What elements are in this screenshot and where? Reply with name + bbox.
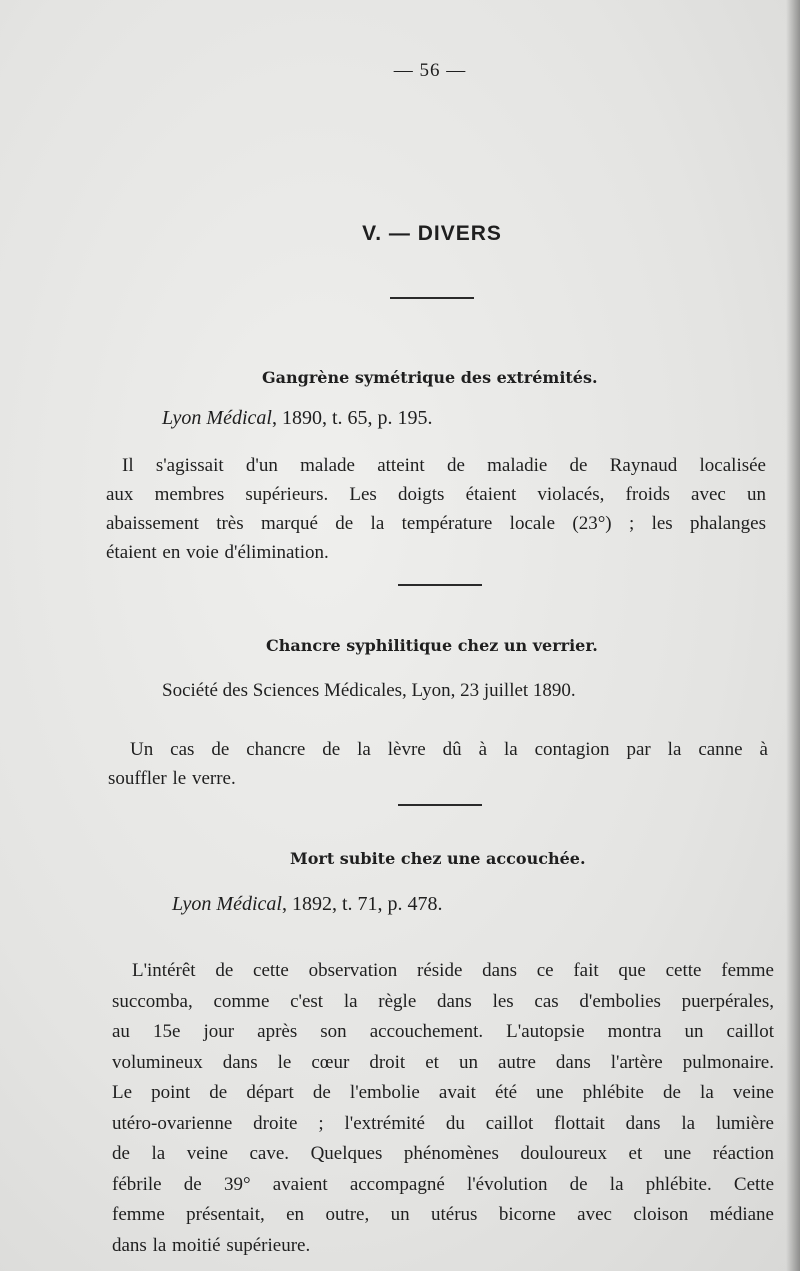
- source-journal: Lyon Médical: [172, 893, 282, 915]
- body-line: L'intérêt de cette observation réside dans ce fait que cette femme: [132, 960, 774, 981]
- source-journal: Lyon Médical: [162, 407, 272, 429]
- source-details: , 1890, t. 65, p. 195.: [271, 407, 433, 429]
- body-line: souffler le verre.: [108, 768, 236, 789]
- body-line: succomba, comme c'est la règle dans les cas d'embolies puerpérales,: [112, 990, 774, 1012]
- article-divider: [398, 584, 482, 586]
- body-line: étaient en voie d'élimination.: [106, 542, 329, 563]
- article-body: [112, 956, 774, 1261]
- body-line: Il s'agissait d'un malade atteint de maladie de Raynaud localisée: [122, 455, 766, 476]
- body-line: femme présentait, en outre, un utérus bicorne avec cloison médiane: [112, 1204, 774, 1225]
- body-line: Un cas de chancre de la lèvre dû à la contagion par la canne à: [130, 739, 768, 760]
- body-line: Le point de départ de l'embolie avait été une phlébite de la veine: [112, 1082, 774, 1103]
- body-line: de la veine cave. Quelques phénomènes douloureux et une réaction: [112, 1143, 774, 1164]
- article-source: [172, 893, 443, 916]
- section-divider: [390, 297, 474, 299]
- body-line: fébrile de 39° avaient accompagné l'évolution de la phlébite. Cette: [112, 1173, 774, 1195]
- page-number: — 56 —: [393, 60, 467, 81]
- section-title: V. — DIVERS: [362, 222, 502, 245]
- body-line: volumineux dans le cœur droit et un autre dans l'artère pulmonaire.: [112, 1051, 774, 1073]
- page-edge-shadow: [786, 0, 800, 1271]
- body-line: utéro-ovarienne droite ; l'extrémité du caillot flottait dans la lumière: [112, 1112, 774, 1134]
- body-line: dans la moitié supérieure.: [112, 1234, 311, 1256]
- article-body: [106, 451, 766, 567]
- body-line: au 15e jour après son accouchement. L'autopsie montra un caillot: [112, 1021, 774, 1042]
- article-heading: Gangrène symétrique des extrémités.: [262, 368, 598, 387]
- article-heading: Mort subite chez une accouchée.: [290, 849, 586, 868]
- article-source: Société des Sciences Médicales, Lyon, 23 juillet 1890.: [162, 680, 576, 701]
- body-line: abaissement très marqué de la température locale (23°) ; les phalanges: [106, 513, 766, 534]
- article-divider: [398, 804, 482, 806]
- source-details: , 1892, t. 71, p. 478.: [281, 893, 443, 915]
- article-heading: Chancre syphilitique chez un verrier.: [266, 636, 598, 655]
- article-body: [108, 735, 768, 793]
- article-source: [162, 407, 433, 430]
- body-line: aux membres supérieurs. Les doigts étaient violacés, froids avec un: [106, 484, 766, 505]
